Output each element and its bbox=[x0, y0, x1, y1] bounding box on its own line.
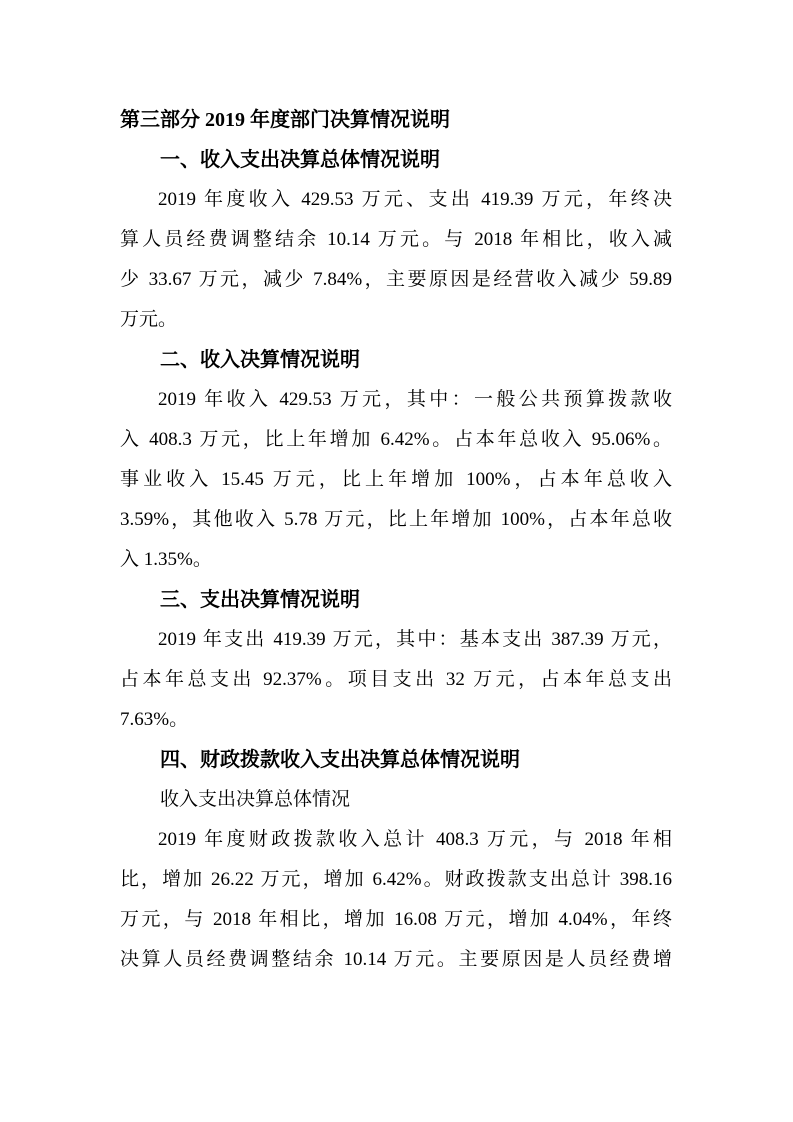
doc-title: 第三部分 2019 年度部门决算情况说明 bbox=[120, 109, 450, 131]
section-2-line-3: 事业收入 15.45 万元，比上年增加 100%，占本年总收入 bbox=[120, 469, 672, 490]
section-1-heading: 一、收入支出决算总体情况说明 bbox=[160, 149, 440, 171]
section-4-heading: 四、财政拨款收入支出决算总体情况说明 bbox=[160, 749, 520, 771]
section-3-heading: 三、支出决算情况说明 bbox=[160, 589, 360, 611]
section-3-line-1: 2019 年支出 419.39 万元，其中：基本支出 387.39 万元， bbox=[158, 629, 672, 650]
document-content bbox=[120, 100, 672, 980]
section-2-line-4: 3.59%，其他收入 5.78 万元，比上年增加 100%，占本年总收 bbox=[120, 509, 672, 530]
section-1-line-2: 算人员经费调整结余 10.14 万元。与 2018 年相比，收入减 bbox=[120, 229, 672, 250]
section-4-line-3: 万元，与 2018 年相比，增加 16.08 万元，增加 4.04%，年终 bbox=[120, 909, 672, 930]
section-2-heading: 二、收入决算情况说明 bbox=[160, 349, 360, 371]
section-2-line-5: 入 1.35%。 bbox=[120, 549, 212, 570]
section-3-line-3: 7.63%。 bbox=[120, 709, 189, 730]
section-2-line-2: 入 408.3 万元，比上年增加 6.42%。占本年总收入 95.06%。 bbox=[120, 429, 672, 450]
section-3-line-2: 占本年总支出 92.37%。项目支出 32 万元，占本年总支出 bbox=[120, 669, 672, 690]
section-1-line-4: 万元。 bbox=[120, 309, 178, 330]
section-4-line-4: 决算人员经费调整结余 10.14 万元。主要原因是人员经费增 bbox=[120, 949, 672, 970]
section-2-line-1: 2019 年收入 429.53 万元，其中：一般公共预算拨款收 bbox=[158, 389, 672, 410]
section-4-line-2: 比，增加 26.22 万元，增加 6.42%。财政拨款支出总计 398.16 bbox=[120, 869, 672, 890]
section-1-line-3: 少 33.67 万元，减少 7.84%，主要原因是经营收入减少 59.89 bbox=[120, 269, 672, 290]
section-4-line-1: 2019 年度财政拨款收入总计 408.3 万元，与 2018 年相 bbox=[158, 829, 672, 850]
section-1-line-1: 2019 年度收入 429.53 万元、支出 419.39 万元，年终决 bbox=[158, 189, 672, 210]
section-4-subheading: 收入支出决算总体情况 bbox=[160, 789, 351, 810]
